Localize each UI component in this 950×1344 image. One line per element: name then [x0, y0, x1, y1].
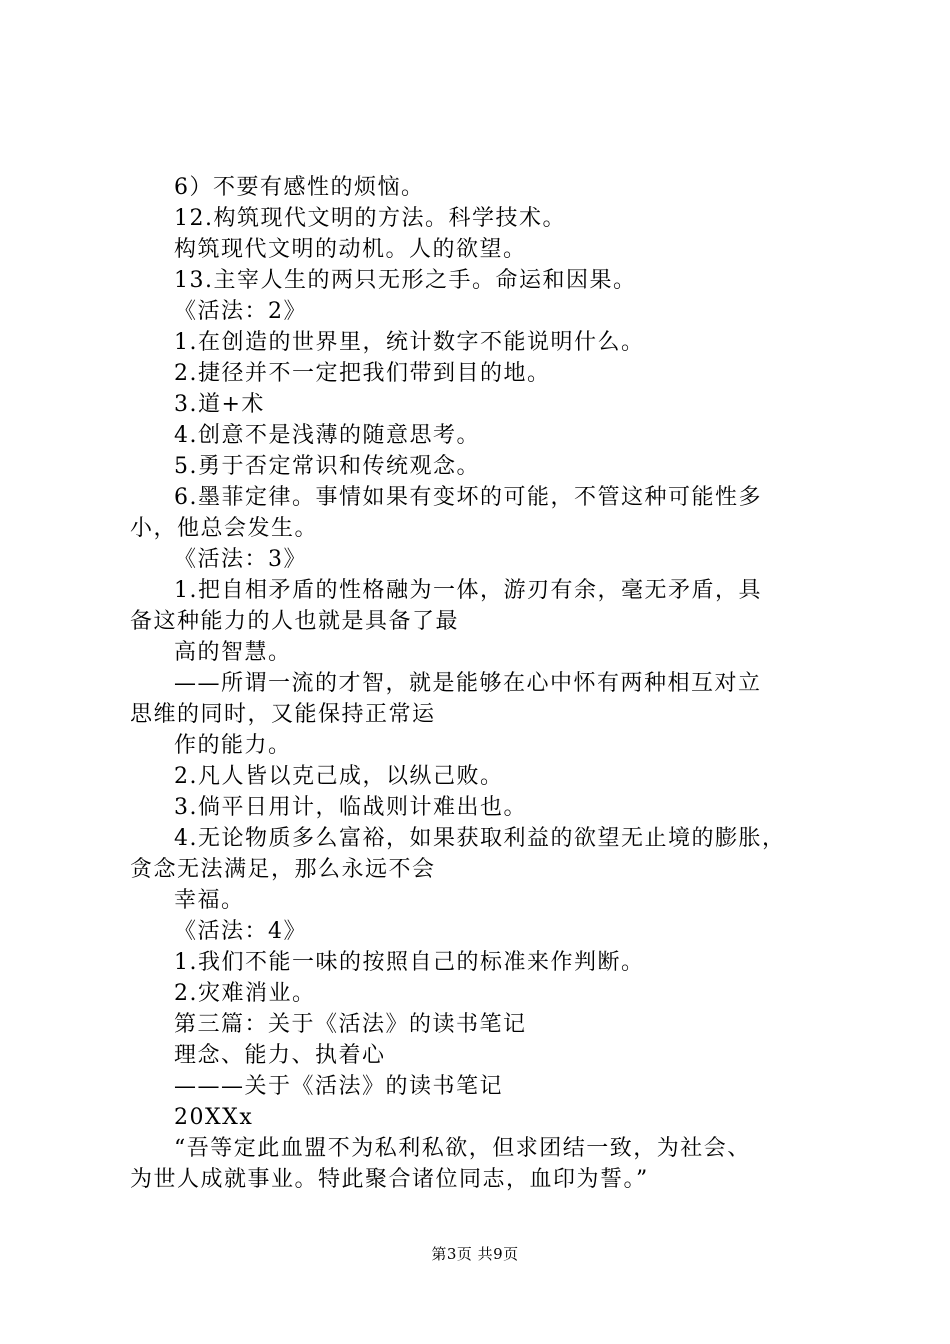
text-line: 6.墨菲定律。事情如果有变坏的可能，不管这种可能性多: [174, 485, 762, 510]
text-line: 4.创意不是浅薄的随意思考。: [174, 423, 480, 448]
text-line: 3.道+术: [174, 392, 265, 417]
text-line: “吾等定此血盟不为私利私欲，但求团结一致，为社会、: [174, 1136, 751, 1161]
text-line: 5.勇于否定常识和传统观念。: [174, 454, 480, 479]
text-line: 1.我们不能一味的按照自己的标准来作判断。: [174, 950, 645, 975]
text-line: 思维的同时，又能保持正常运: [130, 702, 436, 727]
text-line: 小，他总会发生。: [130, 516, 319, 541]
text-line: 《活法：4》: [174, 919, 307, 944]
text-line: 构筑现代文明的动机。人的欲望。: [174, 237, 527, 262]
text-line: 4.无论物质多么富裕，如果获取利益的欲望无止境的膨胀，: [174, 826, 786, 851]
text-line: 备这种能力的人也就是具备了最: [130, 609, 460, 634]
text-line: 为世人成就事业。特此聚合诸位同志，血印为誓。”: [130, 1167, 649, 1192]
page-number-footer: 第3页 共9页: [431, 1245, 519, 1263]
text-line: 高的智慧。: [174, 640, 292, 665]
text-line: 《活法：2》: [174, 299, 307, 324]
text-line: 13.主宰人生的两只无形之手。命运和因果。: [174, 268, 637, 293]
document-body: [130, 172, 835, 1195]
text-line: 3.倘平日用计，临战则计难出也。: [174, 795, 527, 820]
text-line: 第三篇：关于《活法》的读书笔记: [174, 1012, 527, 1037]
text-line: 作的能力。: [174, 733, 292, 758]
text-line: 2.捷径并不一定把我们带到目的地。: [174, 361, 551, 386]
text-line: 1.把自相矛盾的性格融为一体，游刃有余，毫无矛盾，具: [174, 578, 762, 603]
text-line: 幸福。: [174, 888, 245, 913]
text-line: ——所谓一流的才智，就是能够在心中怀有两种相互对立: [174, 671, 762, 696]
text-line: 1.在创造的世界里，统计数字不能说明什么。: [174, 330, 645, 355]
text-line: 贪念无法满足，那么永远不会: [130, 857, 436, 882]
text-line: 《活法：3》: [174, 547, 307, 572]
text-line: 2.凡人皆以克己成，以纵己败。: [174, 764, 504, 789]
text-line: 12.构筑现代文明的方法。科学技术。: [174, 206, 566, 231]
text-line: 6）不要有感性的烦恼。: [174, 175, 425, 200]
text-line: 20XXx: [174, 1105, 254, 1130]
text-line: 理念、能力、执着心: [174, 1043, 386, 1068]
text-line: 2.灾难消业。: [174, 981, 316, 1006]
text-line: ———关于《活法》的读书笔记: [174, 1074, 504, 1099]
